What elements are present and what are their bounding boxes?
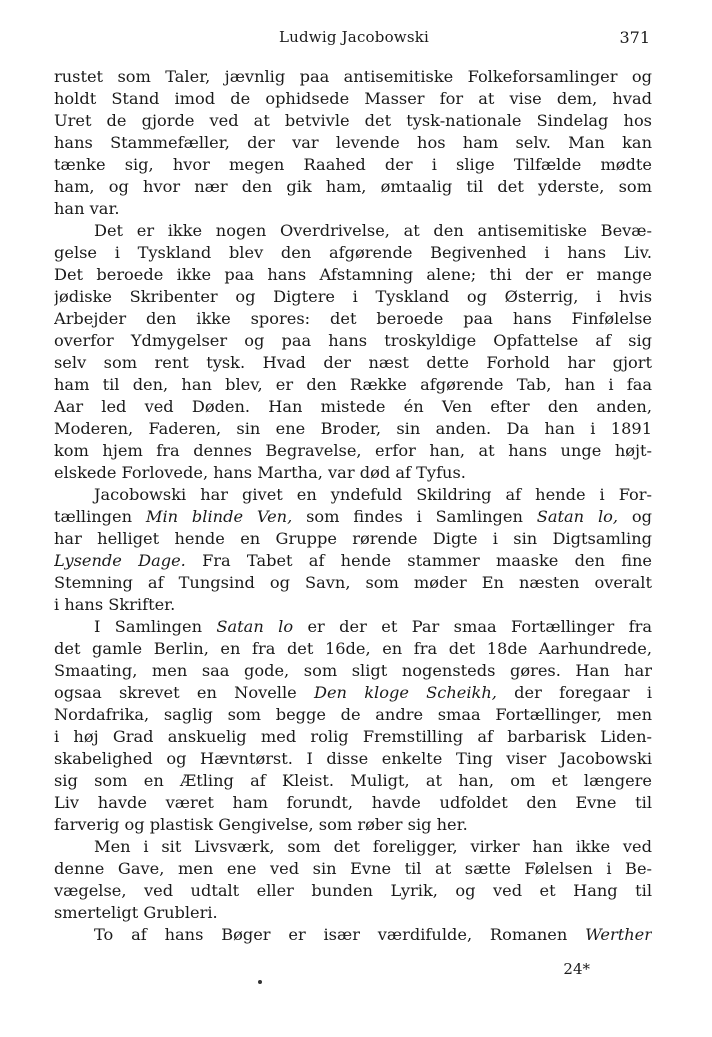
text-line: i hans Skrifter. bbox=[54, 595, 176, 614]
text-line: Uret de gjorde ved at betvivle det tysk-nationale Sindelag hos bbox=[54, 111, 652, 130]
page-number: 371 bbox=[619, 28, 650, 47]
text-line: jødiske Skribenter og Digtere i Tyskland og Østerrig, i hvis bbox=[54, 287, 652, 306]
text-line: holdt Stand imod de ophidsede Masser for at vise dem, hvad bbox=[54, 89, 652, 108]
text-line: i høj Grad anskuelig med rolig Fremstilling af barbarisk Liden- bbox=[54, 727, 652, 746]
text-line: skabelighed og Hævntørst. I disse enkelte Ting viser Jacobowski bbox=[54, 749, 652, 768]
text-span: ogsaa skrevet en Novelle bbox=[54, 683, 314, 702]
text-line: gelse i Tyskland blev den afgørende Begivenhed i hans Liv. bbox=[54, 243, 652, 262]
text-line: Liv havde været ham forundt, havde udfoldet den Evne til bbox=[54, 793, 652, 812]
text-line: Smaating, men saa gode, som sligt nogensteds gøres. Han har bbox=[54, 661, 652, 680]
text-line: Arbejder den ikke spores: det beroede paa hans Finfølelse bbox=[54, 309, 652, 328]
text-span: der foregaar i bbox=[496, 683, 652, 702]
text-line: Det beroede ikke paa hans Afstamning alene; thi der er mange bbox=[54, 265, 652, 284]
text-line: det gamle Berlin, en fra det 16de, en fra det 18de Aarhundrede, bbox=[54, 639, 652, 658]
italic-title: Min blinde Ven, bbox=[145, 507, 293, 526]
italic-title: Satan lo, bbox=[536, 507, 619, 526]
text-line: overfor Ydmygelser og paa hans troskyldige Opfattelse af sig bbox=[54, 331, 652, 350]
text-line: ham, og hvor nær den gik ham, ømtaalig til det yderste, som bbox=[54, 177, 652, 196]
printer-mark bbox=[258, 980, 262, 984]
text-line: vægelse, ved udtalt eller bunden Lyrik, og ved et Hang til bbox=[54, 881, 652, 900]
text-line: hans Stammefæller, der var levende hos ham selv. Man kan bbox=[54, 133, 652, 152]
text-line: sig som en Ætling af Kleist. Muligt, at han, om et længere bbox=[54, 771, 652, 790]
signature-mark: 24* bbox=[563, 960, 590, 978]
text-span: To af hans Bøger er især værdifulde, Romanen bbox=[94, 925, 586, 944]
running-header bbox=[54, 26, 654, 52]
text-line: denne Gave, men ene ved sin Evne til at sætte Følelsen i Be- bbox=[54, 859, 652, 878]
text-line: han var. bbox=[54, 199, 120, 218]
text-line: ham til den, han blev, er den Række afgørende Tab, han i faa bbox=[54, 375, 652, 394]
italic-title: Lysende Dage. bbox=[54, 551, 186, 570]
body-text bbox=[54, 66, 652, 946]
text-line: Men i sit Livsværk, som det foreligger, virker han ikke ved bbox=[94, 837, 652, 856]
text-line: Det er ikke nogen Overdrivelse, at den antisemitiske Bevæ- bbox=[94, 221, 652, 240]
text-line: Jacobowski har givet en yndefuld Skildring af hende i For- bbox=[94, 485, 652, 504]
text-line bbox=[54, 616, 652, 638]
running-head-author: Ludwig Jacobowski bbox=[278, 28, 430, 46]
text-line: Aar led ved Døden. Han mistede én Ven efter den anden, bbox=[54, 397, 652, 416]
page-footer bbox=[54, 960, 652, 984]
text-span: og bbox=[618, 507, 652, 526]
text-span: tællingen bbox=[54, 507, 146, 526]
text-span: som findes i Samlingen bbox=[292, 507, 537, 526]
text-line bbox=[54, 924, 652, 946]
text-line bbox=[54, 550, 652, 572]
text-line: kom hjem fra dennes Begravelse, erfor han, at hans unge højt- bbox=[54, 441, 652, 460]
text-line bbox=[54, 682, 652, 704]
text-line: Nordafrika, saglig som begge de andre smaa Fortællinger, men bbox=[54, 705, 652, 724]
text-line: Moderen, Faderen, sin ene Broder, sin anden. Da han i 1891 bbox=[54, 419, 652, 438]
italic-title: Werther bbox=[585, 925, 652, 944]
text-line: Stemning af Tungsind og Savn, som møder En næsten overalt bbox=[54, 573, 652, 592]
italic-title: Satan lo bbox=[216, 617, 294, 636]
italic-title: Den kloge Scheikh, bbox=[314, 683, 497, 702]
text-line: rustet som Taler, jævnlig paa antisemitiske Folkeforsamlinger og bbox=[54, 67, 652, 86]
text-span: I Samlingen bbox=[94, 617, 217, 636]
text-span: Fra Tabet af hende stammer maaske den fine bbox=[185, 551, 652, 570]
text-line bbox=[54, 506, 652, 528]
text-line: smerteligt Grubleri. bbox=[54, 903, 218, 922]
text-line: selv som rent tysk. Hvad der næst dette Forhold har gjort bbox=[54, 353, 652, 372]
text-span: er der et Par smaa Fortællinger fra bbox=[293, 617, 652, 636]
text-line: har helliget hende en Gruppe rørende Digte i sin Digtsamling bbox=[54, 529, 652, 548]
text-line: elskede Forlovede, hans Martha, var død af Tyfus. bbox=[54, 463, 466, 482]
text-line: tænke sig, hvor megen Raahed der i slige Tilfælde mødte bbox=[54, 155, 652, 174]
text-line: farverig og plastisk Gengivelse, som røber sig her. bbox=[54, 815, 468, 834]
